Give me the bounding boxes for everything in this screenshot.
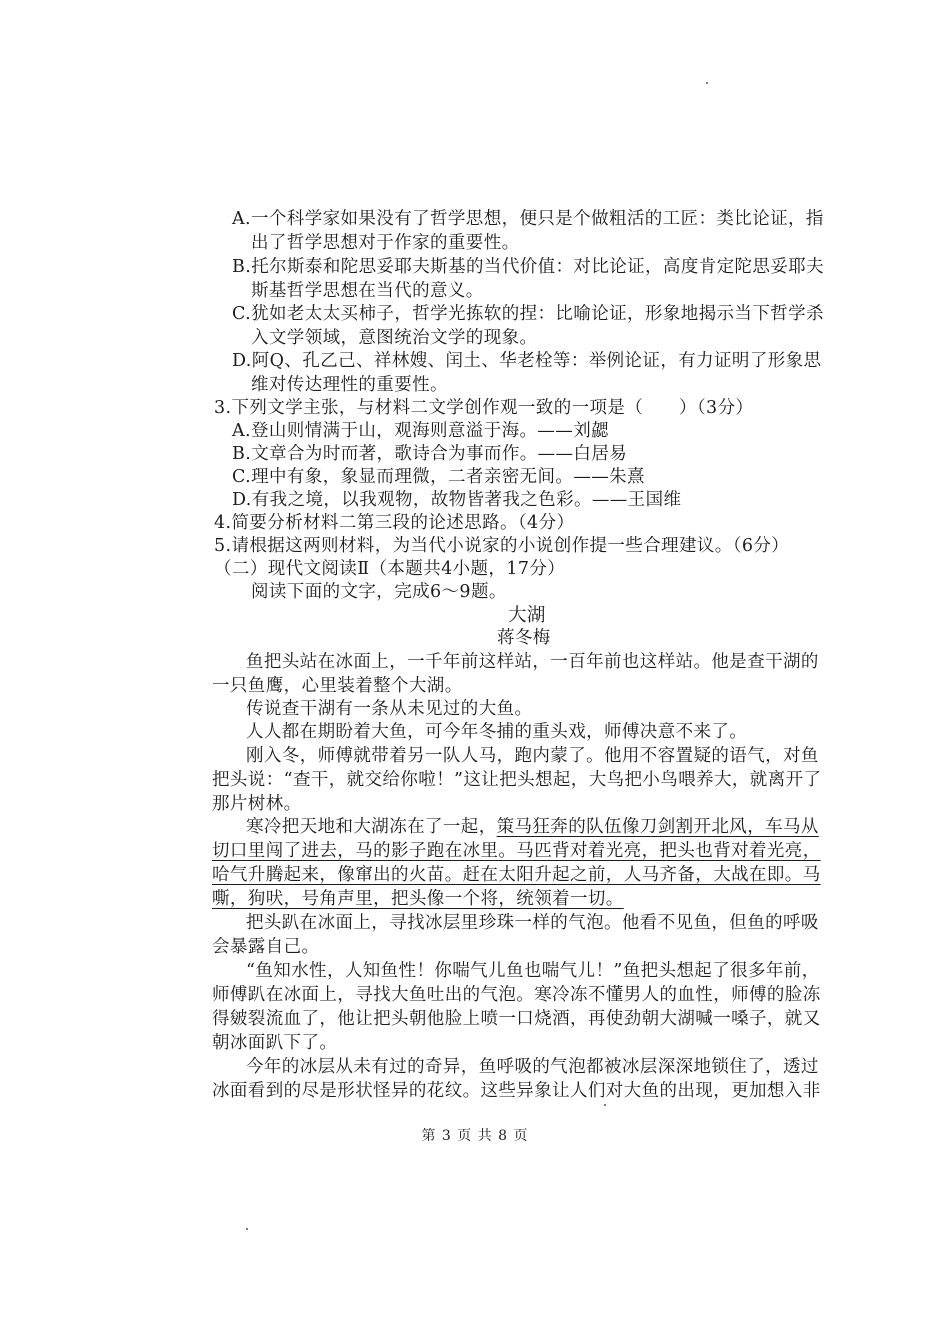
question-3-option-b: B.文章合为时而著，歌诗合为事而作。——白居易 [232,444,628,464]
question-4: 4.简要分析材料二第三段的论述思路。（4分） [214,513,575,533]
section-instruction: 阅读下面的文字，完成6～9题。 [251,582,507,602]
story-p4-line-2: 把头说：“查干，就交给你啦！”这让把头想起，大鸟把小鸟喂养大，就离开了 [212,770,822,790]
story-p5-underlined-4: 嘶，狗吠，号角声里，把头像一个将，统领着一切。 [212,889,624,909]
story-p4-line-1: 刚入冬，师傅就带着另一队人马，跑内蒙了。他用不容置疑的语气，对鱼 [246,746,819,766]
story-p5-line-1 [246,816,819,839]
story-p7-line-3: 得皴裂流血了，他让把头朝他脸上喷一口烧酒，再使劲朝大湖喊一嗓子，就又 [212,1009,821,1029]
story-p7-line-4: 朝冰面趴下了。 [212,1033,338,1053]
section-heading: （二）现代文阅读Ⅱ（本题共4小题，17分） [214,559,566,579]
story-p5-start: 寒冷把天地和大湖冻在了一起， [246,817,497,837]
scan-speck [246,1228,248,1230]
story-p6-line-2: 会暴露自己。 [212,937,320,957]
story-p7-line-2: 师傅趴在冰面上，寻找大鱼吐出的气泡。寒冷冻不懂男人的血性，师傅的脸冻 [212,985,821,1005]
story-p7-line-1: “鱼知水性，人知鱼性！你喘气儿鱼也喘气儿！”鱼把头想起了很多年前， [246,961,820,981]
story-p6-line-1: 把头趴在冰面上，寻找冰层里珍珠一样的气泡。他看不见鱼，但鱼的呼吸 [246,913,819,933]
question-3-option-d: D.有我之境，以我观物，故物皆著我之色彩。——王国维 [232,490,682,510]
story-p3: 人人都在期盼着大鱼，可今年冬捕的重头戏，师傅决意不来了。 [246,722,748,742]
option-d-line-1: D.阿Q、孔乙己、祥林嫂、闰土、华老栓等：举例论证，有力证明了形象思 [232,351,822,371]
option-b-line-1: B.托尔斯泰和陀思妥耶夫斯基的当代价值：对比论证，高度肯定陀思妥耶夫 [232,257,825,277]
option-d-line-2: 维对传达理性的重要性。 [251,375,448,395]
option-b-line-2: 斯基哲学思想在当代的意义。 [251,281,484,301]
question-3-option-a: A.登山则情满于山，观海则意溢于海。——刘勰 [232,421,609,441]
page-footer: 第 3 页 共 8 页 [421,1128,529,1144]
scan-speck [604,1104,606,1106]
question-3-option-c: C.理中有象，象显而理微，二者亲密无间。——朱熹 [232,467,645,487]
question-3-stem: 3.下列文学主张，与材料二文学创作观一致的一项是（ ）（3分） [214,398,754,418]
story-p5-underlined-3: 哈气升腾起来，像窜出的火苗。赶在太阳升起之前，人马齐备，大战在即。马 [212,865,821,885]
story-author: 蒋冬梅 [497,628,551,648]
story-p5-underlined-1: 策马狂奔的队伍像刀剑割开北风，车马从 [496,817,819,837]
story-title: 大湖 [508,605,546,626]
question-5: 5.请根据这两则材料，为当代小说家的小说创作提一些合理建议。（6分） [214,536,790,556]
option-a-line-2: 出了哲学思想对于作家的重要性。 [251,233,520,253]
story-p4-line-3: 那片树林。 [212,794,302,814]
story-p5-underlined-2: 切口里闯了进去，马的影子跑在冰里。马匹背对着光亮，把头也背对着光亮， [212,841,821,861]
scan-speck [706,82,708,84]
option-c-line-2: 入文学领域，意图统治文学的现象。 [251,328,538,348]
story-p2: 传说查干湖有一条从未见过的大鱼。 [246,699,533,719]
story-p8-line-2: 冰面看到的尽是形状怪异的花纹。这些异象让人们对大鱼的出现，更加想入非 [212,1081,821,1101]
story-p1-line-1: 鱼把头站在冰面上，一千年前这样站，一百年前也这样站。他是查干湖的 [246,652,819,672]
option-a-line-1: A.一个科学家如果没有了哲学思想，便只是个做粗活的工匠：类比论证，指 [232,209,824,229]
option-c-line-1: C.犹如老太太买柿子，哲学光拣软的捏：比喻论证，形象地揭示当下哲学杀 [232,304,824,324]
story-p8-line-1: 今年的冰层从未有过的奇异，鱼呼吸的气泡都被冰层深深地锁住了，透过 [246,1057,819,1077]
story-p1-line-2: 一只鱼鹰，心里装着整个大湖。 [212,676,463,696]
